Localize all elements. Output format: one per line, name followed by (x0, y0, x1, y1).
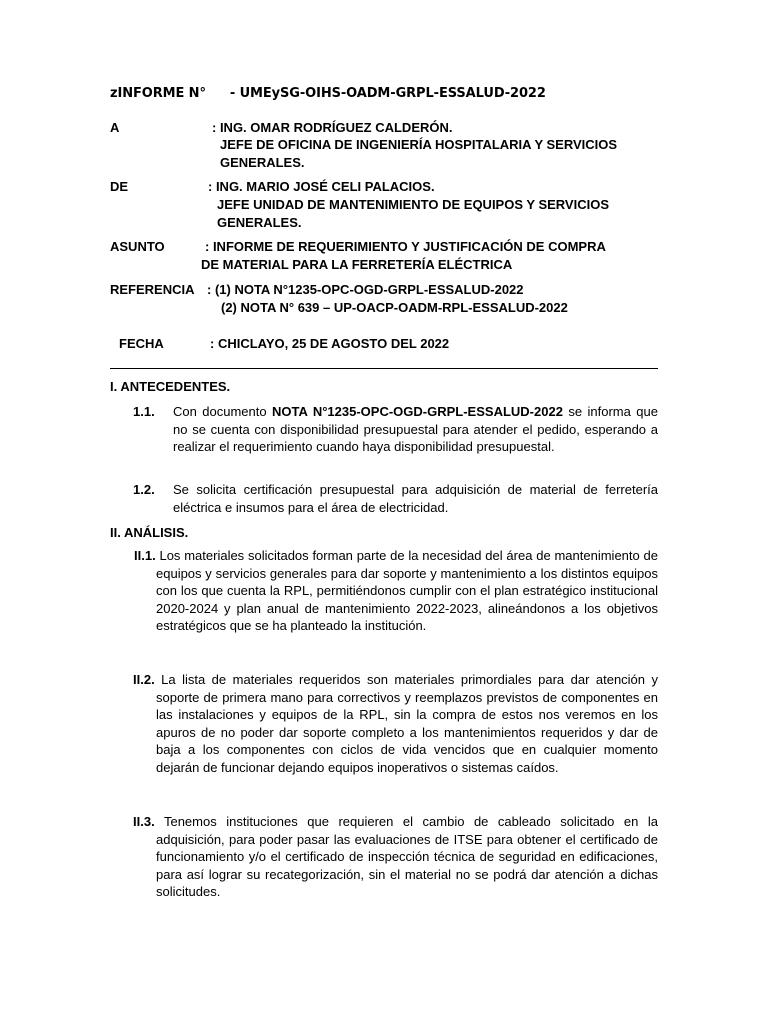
header-de-line2: JEFE UNIDAD DE MANTENIMIENTO DE EQUIPOS Y SERVICIOS (217, 197, 609, 212)
paragraph-2-2-text: La lista de materiales requeridos son materiales primordiales para dar atención y soporte de primera mano para correctivos y reemplazos previstos de componentes en las instalaciones y equipos de la RPL, sin la compra de estos nos veremos en los apuros de no poder dar soporte completo a los mantenimientos requeridos y dar de baja a los componentes con ciclos de vida vencidos que en cualquier momento dejarán de funcionar dejando equipos inoperativos o sistemas caídos. (154, 672, 658, 775)
paragraph-2-3-text: Tenemos instituciones que requieren el cambio de cableado solicitado en la adquisición, para poder pasar las evaluaciones de ITSE para obtener el certificado de funcionamiento y/o el certificado de inspección técnica de seguridad en edificaciones, para así lograr su recategorización, sin el material no se podrá dar atención a dichas solicitudes. (154, 814, 658, 900)
paragraph-2-1-text: Los materiales solicitados forman parte de la necesidad del área de mantenimiento de equipos y servicios generales para dar soporte y mantenimiento a los distintos equipos con los que cuenta la RPL, permitiéndonos cumplir con el plan estratégico institucional 2020-2024 y plan anual de mantenimiento 2022-2023, alineándonos a los objetivos estratégicos que se ha planteado la institución. (155, 548, 658, 634)
header-asunto-line2: DE MATERIAL PARA LA FERRETERÍA ELÉCTRICA (201, 257, 513, 272)
paragraph-2-1-number: II.1. (134, 548, 156, 563)
paragraph-2-3-number: II.3. (133, 814, 155, 829)
document-title (110, 86, 546, 101)
header-referencia-label: REFERENCIA (110, 282, 195, 297)
header-referencia-line1: : (1) NOTA N°1235-OPC-OGD-GRPL-ESSALUD-2022 (207, 282, 524, 297)
paragraph-2-3 (133, 813, 658, 901)
header-referencia-line2: (2) NOTA N° 639 – UP-OACP-OADM-RPL-ESSALUD-2022 (221, 300, 568, 315)
paragraph-1-1-pre: Con documento (173, 404, 273, 419)
paragraph-1-1-post: se informa que no se cuenta con disponibilidad presupuestal para atender el pedido, esperando a realizar el requerimiento cuando haya disponibilidad presupuestal. (173, 404, 658, 455)
paragraph-1-1-number: 1.1. (133, 404, 155, 419)
header-de-line3: GENERALES. (217, 215, 302, 230)
paragraph-1-1 (173, 403, 658, 456)
paragraph-1-2: Se solicita certificación presupuestal para adquisición de material de ferretería eléctrica e insumos para el área de electricidad. (173, 482, 658, 515)
paragraph-2-2-number: II.2. (133, 672, 155, 687)
header-a-line2: JEFE DE OFICINA DE INGENIERÍA HOSPITALARIA Y SERVICIOS (220, 137, 618, 152)
section-antecedentes-title: I. ANTECEDENTES. (110, 379, 231, 394)
paragraph-1-2-number: 1.2. (133, 482, 155, 497)
paragraph-1-1-reference: NOTA N°1235-OPC-OGD-GRPL-ESSALUD-2022 (272, 404, 563, 419)
header-fecha-label: FECHA (119, 336, 164, 351)
title-left: zINFORME N° (110, 86, 206, 101)
section-analisis-title: II. ANÁLISIS. (110, 525, 189, 540)
header-a-line3: GENERALES. (220, 155, 305, 170)
header-de-label: DE (110, 179, 129, 194)
paragraph-2-2 (133, 671, 658, 777)
header-fecha-value: : CHICLAYO, 25 DE AGOSTO DEL 2022 (210, 336, 450, 351)
header-a-line1: : ING. OMAR RODRÍGUEZ CALDERÓN. (212, 120, 453, 135)
header-asunto-line1: : INFORME DE REQUERIMIENTO Y JUSTIFICACIÓN DE COMPRA (205, 239, 606, 254)
header-asunto-label: ASUNTO (110, 239, 165, 254)
header-divider (110, 368, 658, 369)
paragraph-2-1 (134, 547, 658, 635)
header-de-line1: : ING. MARIO JOSÉ CELI PALACIOS. (208, 179, 435, 194)
title-right: - UMEySG-OIHS-OADM-GRPL-ESSALUD-2022 (229, 86, 546, 101)
header-a-label: A (110, 120, 120, 135)
